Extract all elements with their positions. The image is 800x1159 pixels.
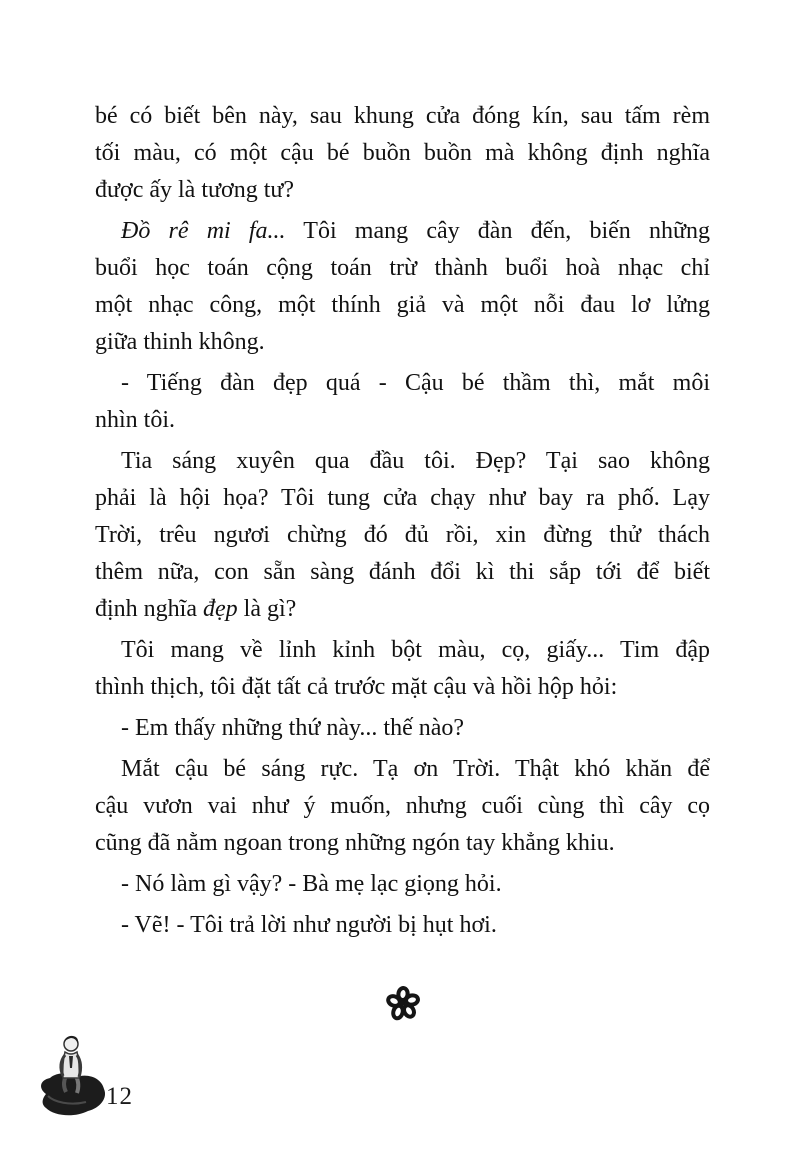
text-segment: thình thịch, tôi đặt tất cả trước mặt cậu và hồi hộp hỏi: — [95, 674, 618, 700]
text-line — [95, 365, 710, 402]
flower-ornament-icon — [385, 985, 421, 1023]
text-line — [95, 710, 710, 747]
paragraph — [95, 365, 710, 439]
text-segment: Mắt cậu bé sáng rực. Tạ ơn Trời. Thật khó khăn để — [121, 756, 710, 782]
text-segment: cậu vươn vai như ý muốn, nhưng cuối cùng thì cây cọ — [95, 793, 710, 819]
text-segment: - Nó làm gì vậy? - Bà mẹ lạc giọng hỏi. — [121, 871, 502, 897]
text-line — [95, 402, 710, 439]
page-number: 12 — [106, 1083, 133, 1110]
paragraph — [95, 632, 710, 706]
paragraph — [95, 751, 710, 862]
text-segment: là gì? — [237, 596, 297, 622]
text-line — [95, 443, 710, 480]
text-segment: giữa thinh không. — [95, 329, 265, 355]
text-line — [95, 788, 710, 825]
text-line — [95, 324, 710, 361]
text-segment: - Tiếng đàn đẹp quá - Cậu bé thầm thì, mắt môi — [121, 370, 710, 396]
text-line — [95, 135, 710, 172]
page-text — [95, 98, 710, 944]
text-segment: cũng đã nằm ngoan trong những ngón tay khẳng khiu. — [95, 830, 615, 856]
text-line — [95, 250, 710, 287]
text-segment: - Vẽ! - Tôi trả lời như người bị hụt hơi. — [121, 912, 497, 938]
text-segment: nhìn tôi. — [95, 407, 176, 433]
paragraph — [95, 710, 710, 747]
text-line — [95, 480, 710, 517]
ornament-row — [95, 985, 710, 1023]
text-line — [95, 866, 710, 903]
paragraph — [95, 907, 710, 944]
text-line — [95, 517, 710, 554]
text-segment: - Em thấy những thứ này... thế nào? — [121, 715, 465, 741]
text-segment: tối màu, có một cậu bé buồn buồn mà không định nghĩa — [95, 140, 710, 166]
text-line — [95, 172, 710, 209]
child-sitting-on-rock-illustration — [36, 1032, 110, 1130]
italic-text-segment: đẹp — [203, 596, 238, 622]
text-segment: bé có biết bên này, sau khung cửa đóng kín, sau tấm rèm — [95, 103, 710, 129]
text-line — [95, 669, 710, 706]
text-line — [95, 554, 710, 591]
text-segment: thêm nữa, con sẵn sàng đánh đổi kì thi sắp tới để biết — [95, 559, 710, 585]
italic-text-segment: Đồ rê mi fa... — [121, 218, 286, 244]
text-line — [95, 98, 710, 135]
text-segment: Trời, trêu ngươi chừng đó đủ rồi, xin đừng thử thách — [95, 522, 710, 548]
text-segment: buổi học toán cộng toán trừ thành buổi hoà nhạc chỉ — [95, 255, 710, 281]
text-segment: Tôi mang về lỉnh kỉnh bột màu, cọ, giấy... Tim đập — [121, 637, 710, 663]
text-segment: Tôi mang cây đàn đến, biến những — [285, 218, 710, 244]
paragraph — [95, 98, 710, 209]
text-segment: Tia sáng xuyên qua đầu tôi. Đẹp? Tại sao không — [121, 448, 710, 474]
text-line — [95, 591, 710, 628]
text-line — [95, 825, 710, 862]
text-line — [95, 287, 710, 324]
text-line — [95, 751, 710, 788]
text-segment: được ấy là tương tư? — [95, 177, 295, 203]
paragraph — [95, 213, 710, 361]
paragraph — [95, 866, 710, 903]
text-segment: định nghĩa — [95, 596, 203, 622]
text-segment: một nhạc công, một thính giả và một nỗi đau lơ lửng — [95, 292, 710, 318]
text-line — [95, 907, 710, 944]
text-segment: phải là hội họa? Tôi tung cửa chạy như bay ra phố. Lạy — [95, 485, 710, 511]
text-line — [95, 632, 710, 669]
text-line — [95, 213, 710, 250]
paragraph — [95, 443, 710, 628]
